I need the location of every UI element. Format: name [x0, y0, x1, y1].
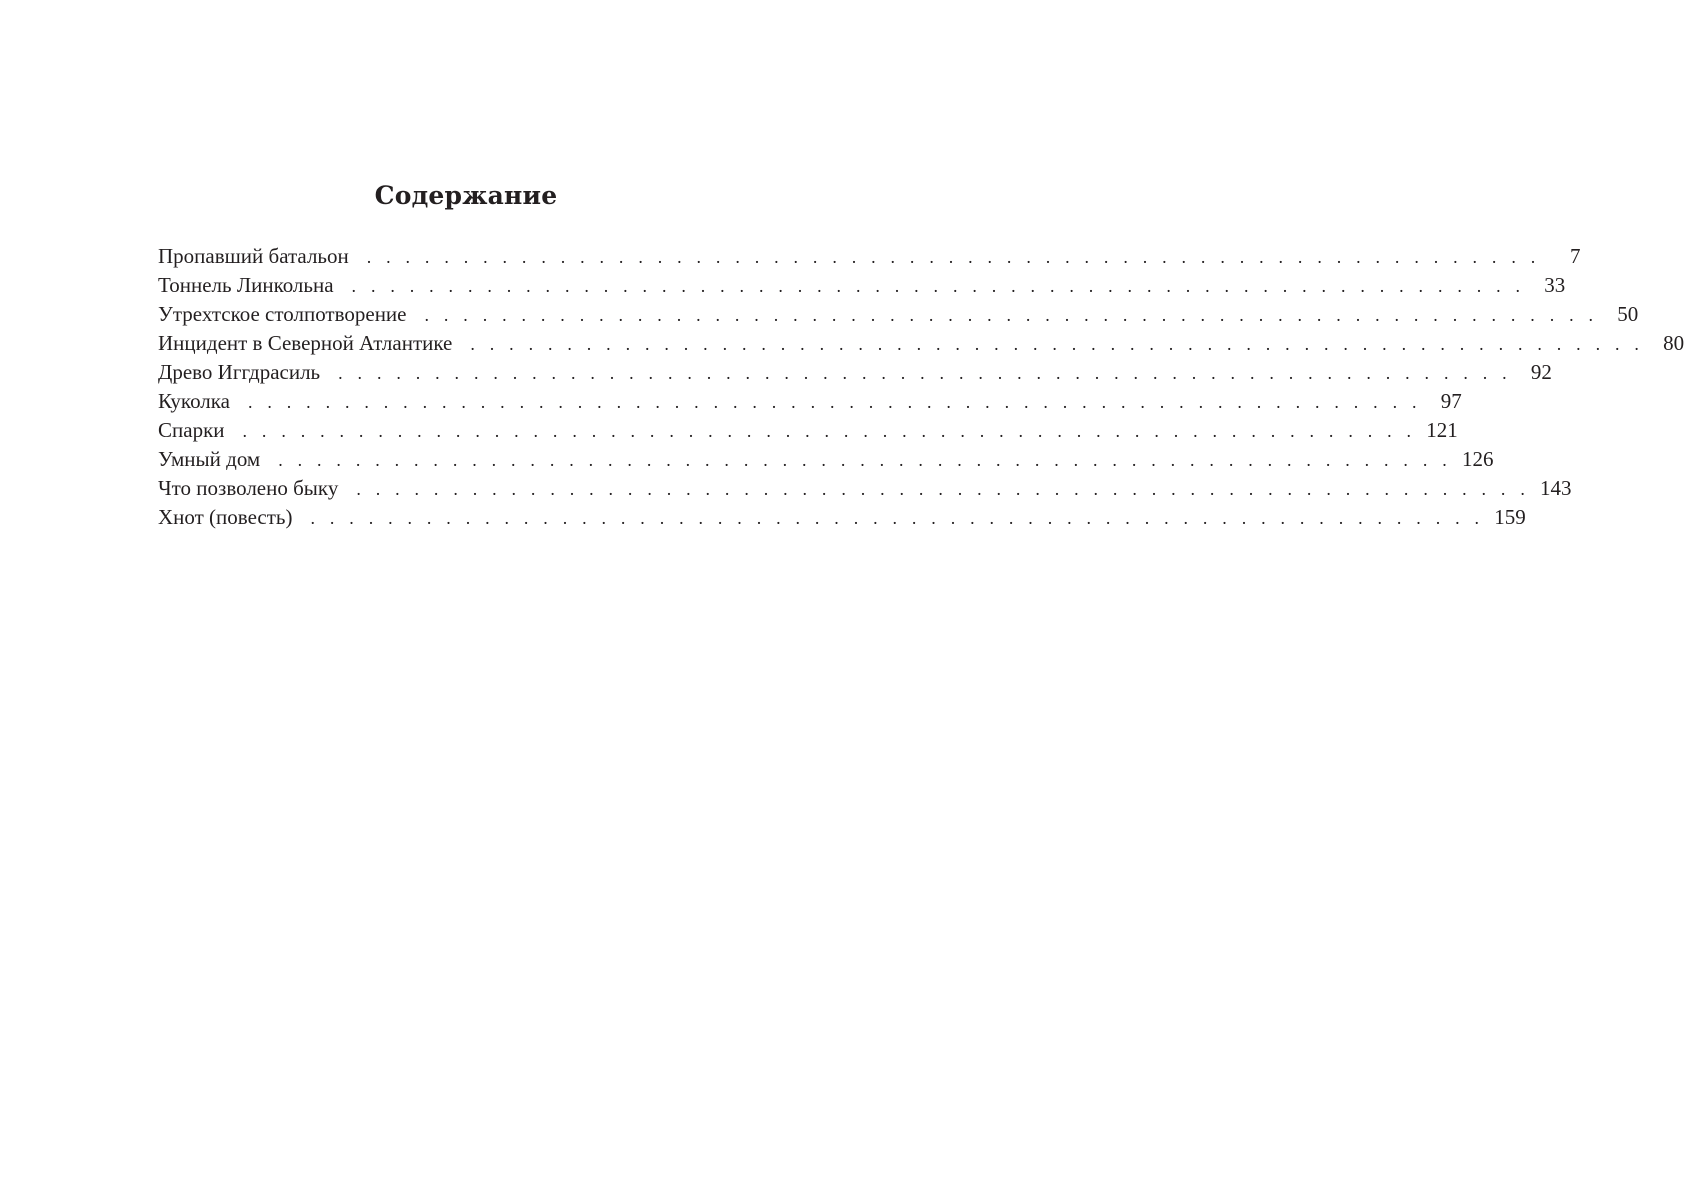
dot-leader: . . . . . . . . . . . . . . . . . . . . . . . . . . . . . . . . . . . . . . . . . . . . . . . . . . . . . . . . . . . . . [338, 363, 1512, 383]
dot-leader: . . . . . . . . . . . . . . . . . . . . . . . . . . . . . . . . . . . . . . . . . . . . . . . . . . . . . . . . . . . . . [366, 247, 1541, 267]
toc-entry [158, 503, 1526, 532]
toc-entry [158, 416, 1458, 445]
toc-entry-title: Хнот (повесть) [158, 505, 293, 529]
toc-entry-page-number: 121 [1426, 418, 1458, 442]
toc-entry-page-number: 50 [1617, 302, 1639, 326]
dot-leader: . . . . . . . . . . . . . . . . . . . . . . . . . . . . . . . . . . . . . . . . . . . . . . . . . . . . . . . . . . . . . [278, 450, 1452, 470]
toc-entry-page-number: 7 [1569, 244, 1581, 268]
toc-entry-page-number: 97 [1440, 389, 1462, 413]
toc-entry-title: Куколка [158, 389, 230, 413]
dot-leader: . . . . . . . . . . . . . . . . . . . . . . . . . . . . . . . . . . . . . . . . . . . . . . . . . . . . . . . . . . . . . [242, 421, 1417, 441]
dot-leader: . . . . . . . . . . . . . . . . . . . . . . . . . . . . . . . . . . . . . . . . . . . . . . . . . . . . . . . . . . . . . [470, 334, 1645, 354]
toc-entry-title: Спарки [158, 418, 225, 442]
toc-entry-page-number: 33 [1544, 273, 1566, 297]
dot-leader: . . . . . . . . . . . . . . . . . . . . . . . . . . . . . . . . . . . . . . . . . . . . . . . . . . . . . . . . . . . . . [356, 479, 1531, 499]
toc-entry-page-number: 126 [1461, 447, 1494, 471]
toc-entry-title: Тоннель Линкольна [158, 273, 334, 297]
dot-leader: . . . . . . . . . . . . . . . . . . . . . . . . . . . . . . . . . . . . . . . . . . . . . . . . . . . . . . . . . . . . . [247, 392, 1422, 412]
toc-entry [158, 474, 1572, 503]
toc-entry-title: Пропавший батальон [158, 244, 349, 268]
page-title: Содержание [374, 181, 558, 210]
toc-entry [158, 271, 1566, 300]
toc-entry-title: Что позволено быку [158, 476, 339, 500]
toc-entry [158, 329, 1684, 358]
toc-entry [158, 387, 1462, 416]
toc-entry-title: Инцидент в Северной Атлантике [158, 331, 453, 355]
toc-entry [158, 445, 1494, 474]
toc-entry [158, 358, 1552, 387]
toc-entry-title: Умный дом [158, 447, 261, 471]
dot-leader: . . . . . . . . . . . . . . . . . . . . . . . . . . . . . . . . . . . . . . . . . . . . . . . . . . . . . . . . . . . . . [424, 305, 1599, 325]
toc-entry-page-number: 92 [1530, 360, 1552, 384]
dot-leader: . . . . . . . . . . . . . . . . . . . . . . . . . . . . . . . . . . . . . . . . . . . . . . . . . . . . . . . . . . . . . [351, 276, 1526, 296]
toc-entry [158, 242, 1581, 271]
toc-entry-title: Утрехтское столпотворение [158, 302, 407, 326]
toc-entry-title: Древо Иггдрасиль [158, 360, 321, 384]
table-of-contents [158, 242, 1684, 532]
dot-leader: . . . . . . . . . . . . . . . . . . . . . . . . . . . . . . . . . . . . . . . . . . . . . . . . . . . . . . . . . . . . . [310, 508, 1485, 528]
toc-entry-page-number: 80 [1663, 331, 1684, 355]
toc-entry [158, 300, 1639, 329]
toc-entry-page-number: 159 [1494, 505, 1526, 529]
toc-entry-page-number: 143 [1540, 476, 1572, 500]
